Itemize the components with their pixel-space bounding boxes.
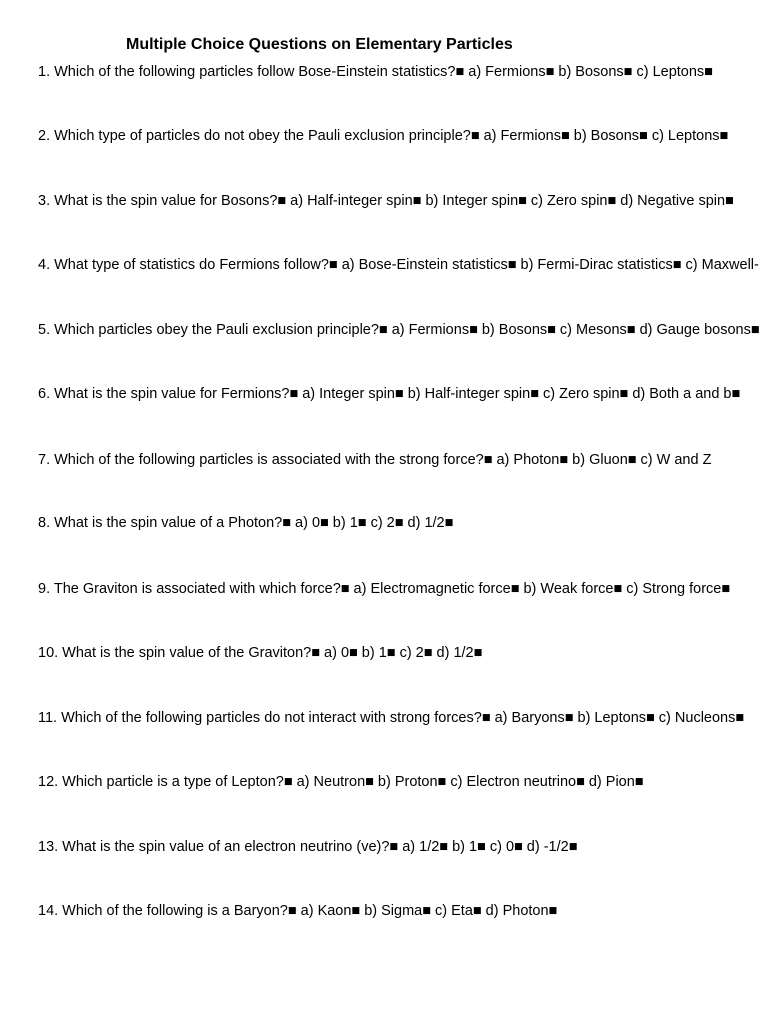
question-9: 9. The Graviton is associated with which force?■ a) Electromagnetic force■ b) Weak force■ c) Strong force■ bbox=[38, 581, 731, 597]
question-3: 3. What is the spin value for Bosons?■ a) Half-integer spin■ b) Integer spin■ c) Zero spin■ d) Negative spin■ bbox=[38, 193, 734, 209]
question-1: 1. Which of the following particles follow Bose-Einstein statistics?■ a) Fermions■ b) Bosons■ c) Leptons■ bbox=[38, 64, 713, 80]
question-13: 13. What is the spin value of an electron neutrino (ve)?■ a) 1/2■ b) 1■ c) 0■ d) -1/2■ bbox=[38, 839, 578, 855]
question-5: 5. Which particles obey the Pauli exclusion principle?■ a) Fermions■ b) Bosons■ c) Mesons■ d) Gauge bosons■ bbox=[38, 322, 760, 338]
question-6: 6. What is the spin value for Fermions?■ a) Integer spin■ b) Half-integer spin■ c) Zero spin■ d) Both a and b■ bbox=[38, 386, 741, 402]
question-10: 10. What is the spin value of the Graviton?■ a) 0■ b) 1■ c) 2■ d) 1/2■ bbox=[38, 645, 483, 661]
question-7: 7. Which of the following particles is associated with the strong force?■ a) Photon■ b) Gluon■ c) W and Z bbox=[38, 452, 712, 468]
question-2: 2. Which type of particles do not obey the Pauli exclusion principle?■ a) Fermions■ b) Bosons■ c) Leptons■ bbox=[38, 128, 729, 144]
question-14: 14. Which of the following is a Baryon?■ a) Kaon■ b) Sigma■ c) Eta■ d) Photon■ bbox=[38, 903, 558, 919]
question-8: 8. What is the spin value of a Photon?■ a) 0■ b) 1■ c) 2■ d) 1/2■ bbox=[38, 515, 454, 531]
question-12: 12. Which particle is a type of Lepton?■ a) Neutron■ b) Proton■ c) Electron neutrino■ d) Pion■ bbox=[38, 774, 644, 790]
page-title: Multiple Choice Questions on Elementary Particles bbox=[126, 36, 513, 53]
question-4: 4. What type of statistics do Fermions follow?■ a) Bose-Einstein statistics■ b) Fermi-Dirac statistics■ c) Maxwell- bbox=[38, 257, 759, 273]
question-11: 11. Which of the following particles do not interact with strong forces?■ a) Baryons■ b) Leptons■ c) Nucleons■ bbox=[38, 710, 745, 726]
